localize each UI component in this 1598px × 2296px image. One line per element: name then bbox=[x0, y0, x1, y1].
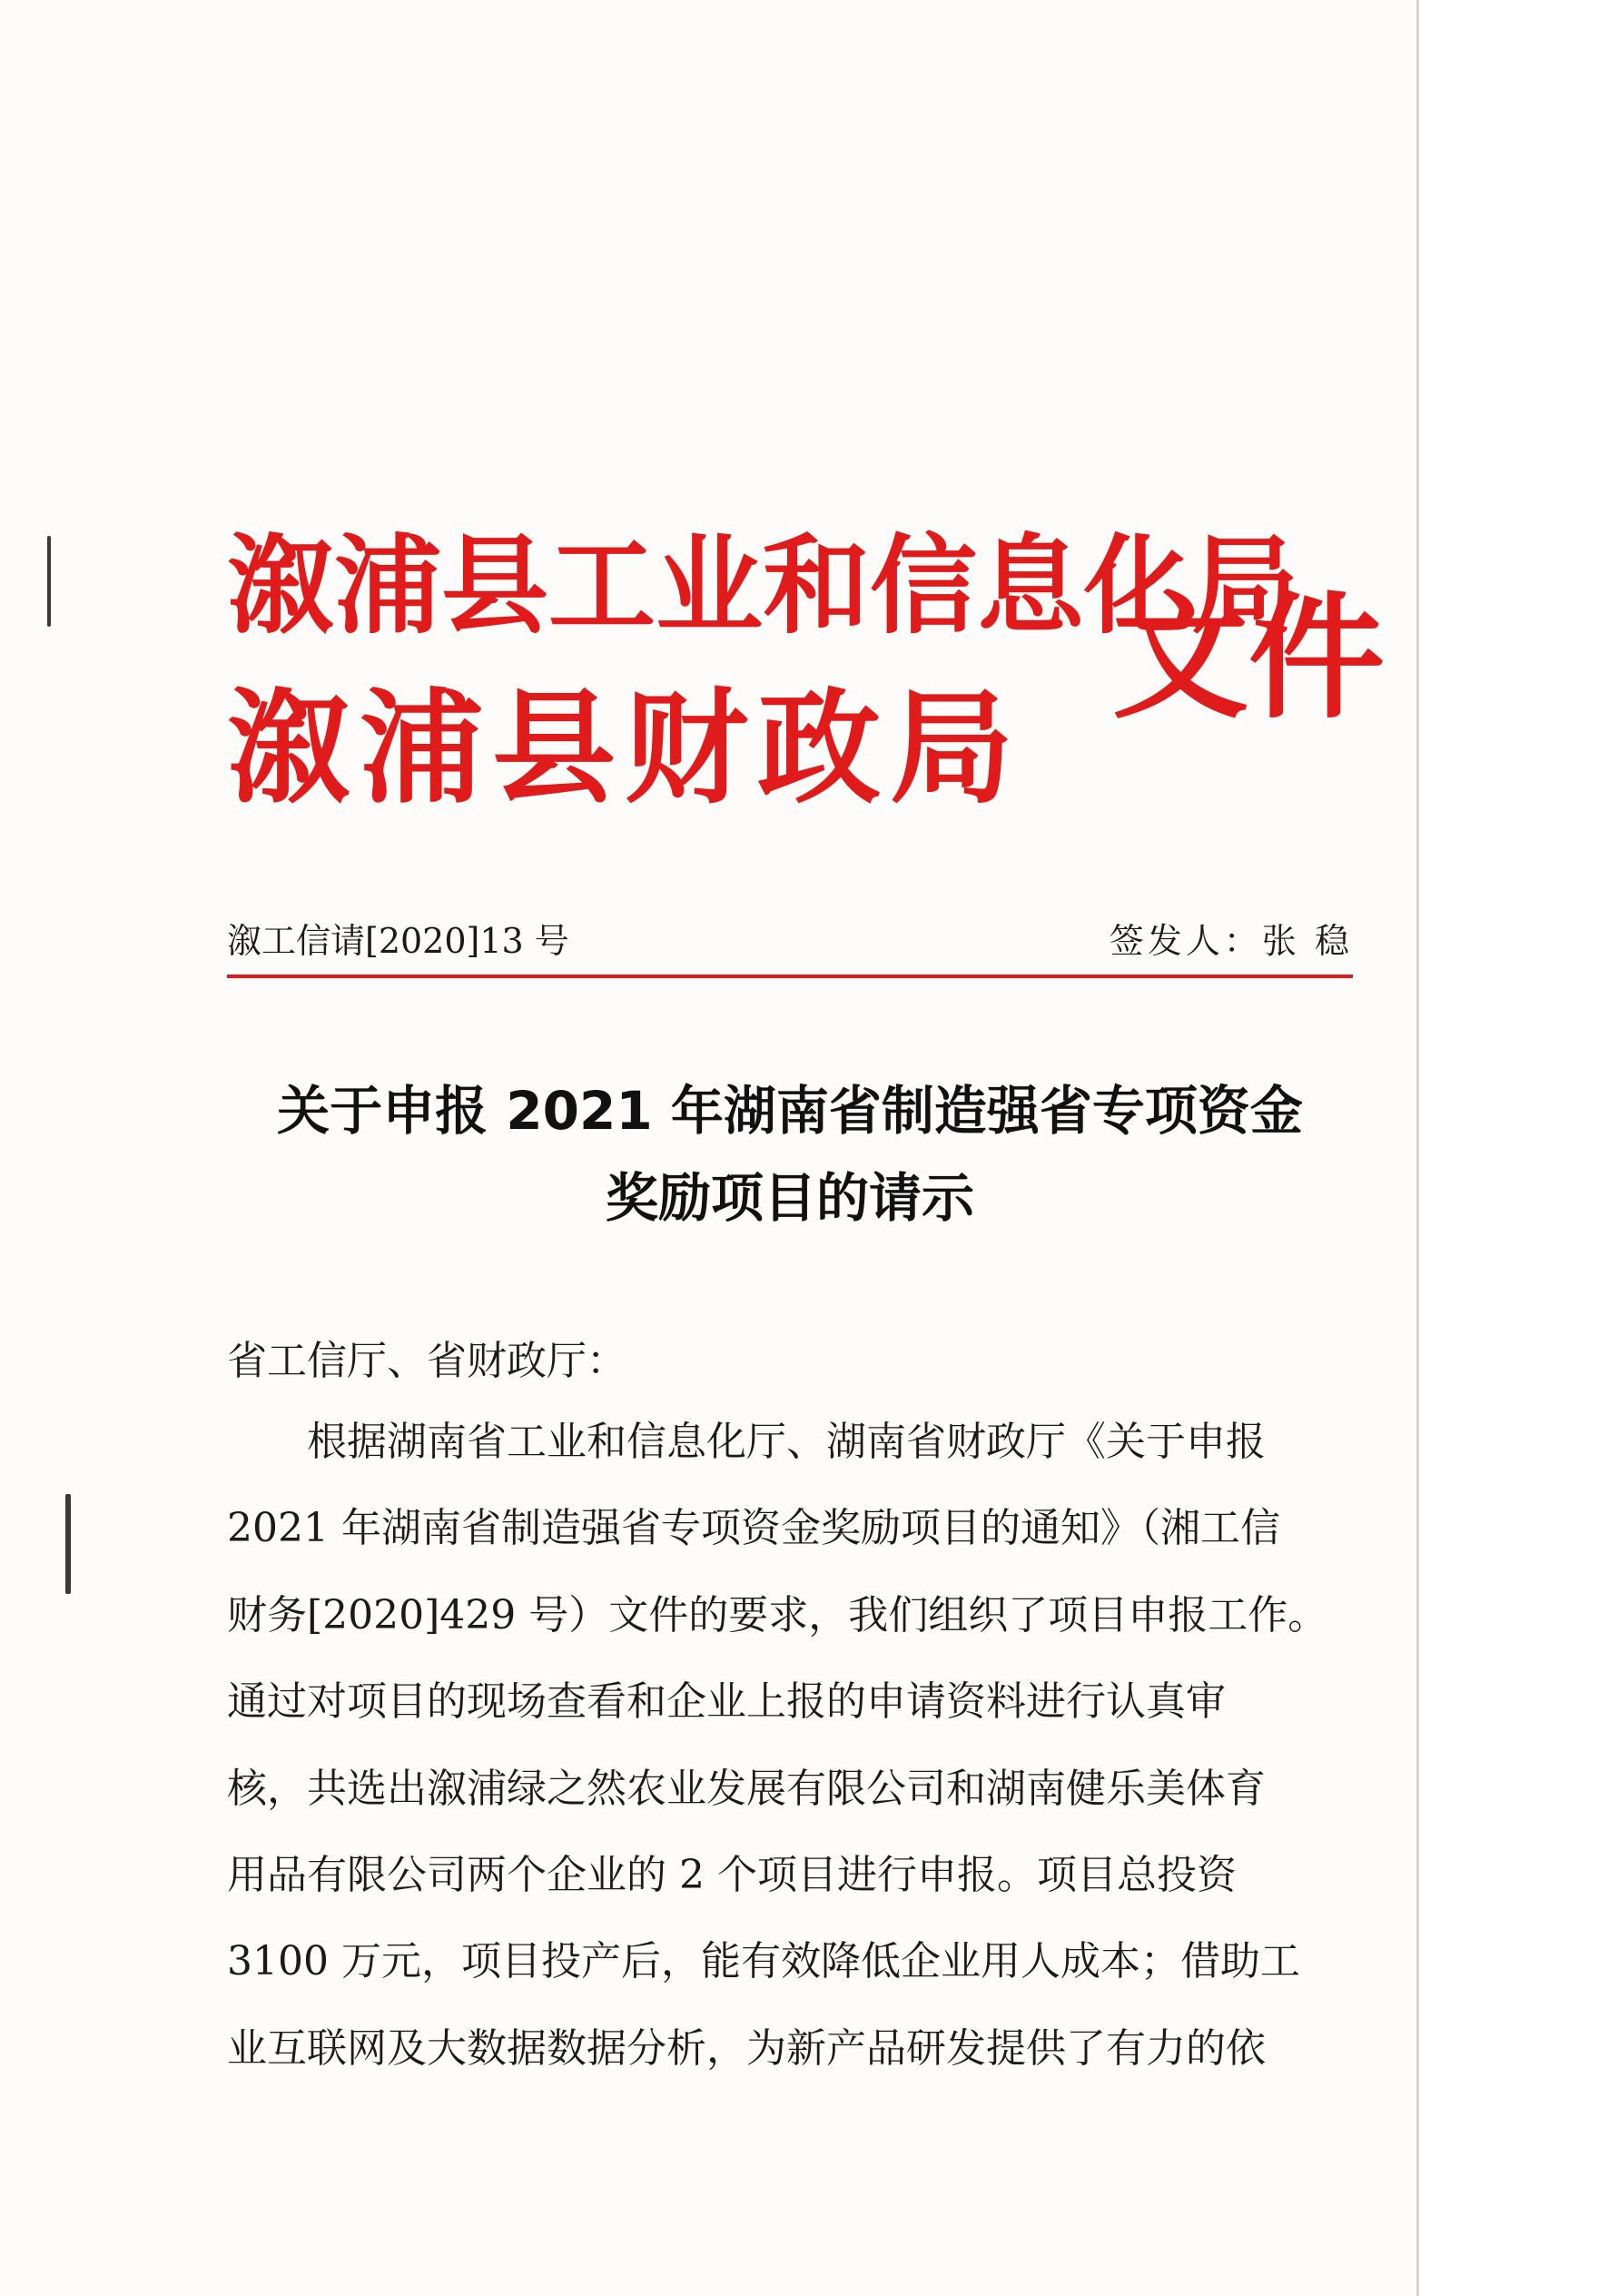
body-line: 2021 年湖南省制造强省专项资金奖励项目的通知》（湘工信 bbox=[227, 1505, 1280, 1552]
body-paragraph bbox=[227, 1399, 1362, 2092]
body-line: 3100 万元，项目投产后，能有效降低企业用人成本；借助工 bbox=[227, 1938, 1300, 1985]
document-title bbox=[227, 1067, 1353, 1242]
signer-label: 签发人：张 稳 bbox=[1109, 921, 1353, 961]
salutation: 省工信厅、省财政厅： bbox=[227, 1338, 626, 1384]
body-line: 通过对项目的现场查看和企业上报的申请资料进行认真审 bbox=[227, 1678, 1226, 1726]
document-number: 溆工信请[2020]13 号 bbox=[227, 921, 569, 961]
body-line: 根据湖南省工业和信息化厅、湖南省财政厅《关于申报 bbox=[227, 1419, 1266, 1465]
body-line: 财务[2020]429 号）文件的要求，我们组织了项目申报工作。 bbox=[227, 1591, 1328, 1638]
binding-staple-mark bbox=[47, 536, 51, 627]
title-line: 奖励项目的请示 bbox=[605, 1167, 974, 1229]
body-line: 核，共选出溆浦绿之然农业发展有限公司和湖南健乐美体育 bbox=[227, 1765, 1266, 1812]
page-margin-area bbox=[1419, 0, 1598, 2296]
document-type-label: 文件 bbox=[1112, 579, 1386, 737]
issuer-name-industry-bureau: 溆浦县工业和信息化局 bbox=[227, 523, 1299, 648]
body-line: 用品有限公司两个企业的 2 个项目进行申报。项目总投资 bbox=[227, 1852, 1237, 1899]
document-meta-row bbox=[227, 913, 1353, 967]
binding-staple-mark bbox=[65, 1494, 71, 1594]
issuer-name-finance-bureau: 溆浦县财政局 bbox=[227, 678, 1022, 821]
body-line: 业互联网及大数据数据分析，为新产品研发提供了有力的依 bbox=[227, 2024, 1266, 2072]
red-separator-rule bbox=[227, 975, 1353, 978]
title-line: 关于申报 2021 年湖南省制造强省专项资金 bbox=[277, 1080, 1303, 1142]
